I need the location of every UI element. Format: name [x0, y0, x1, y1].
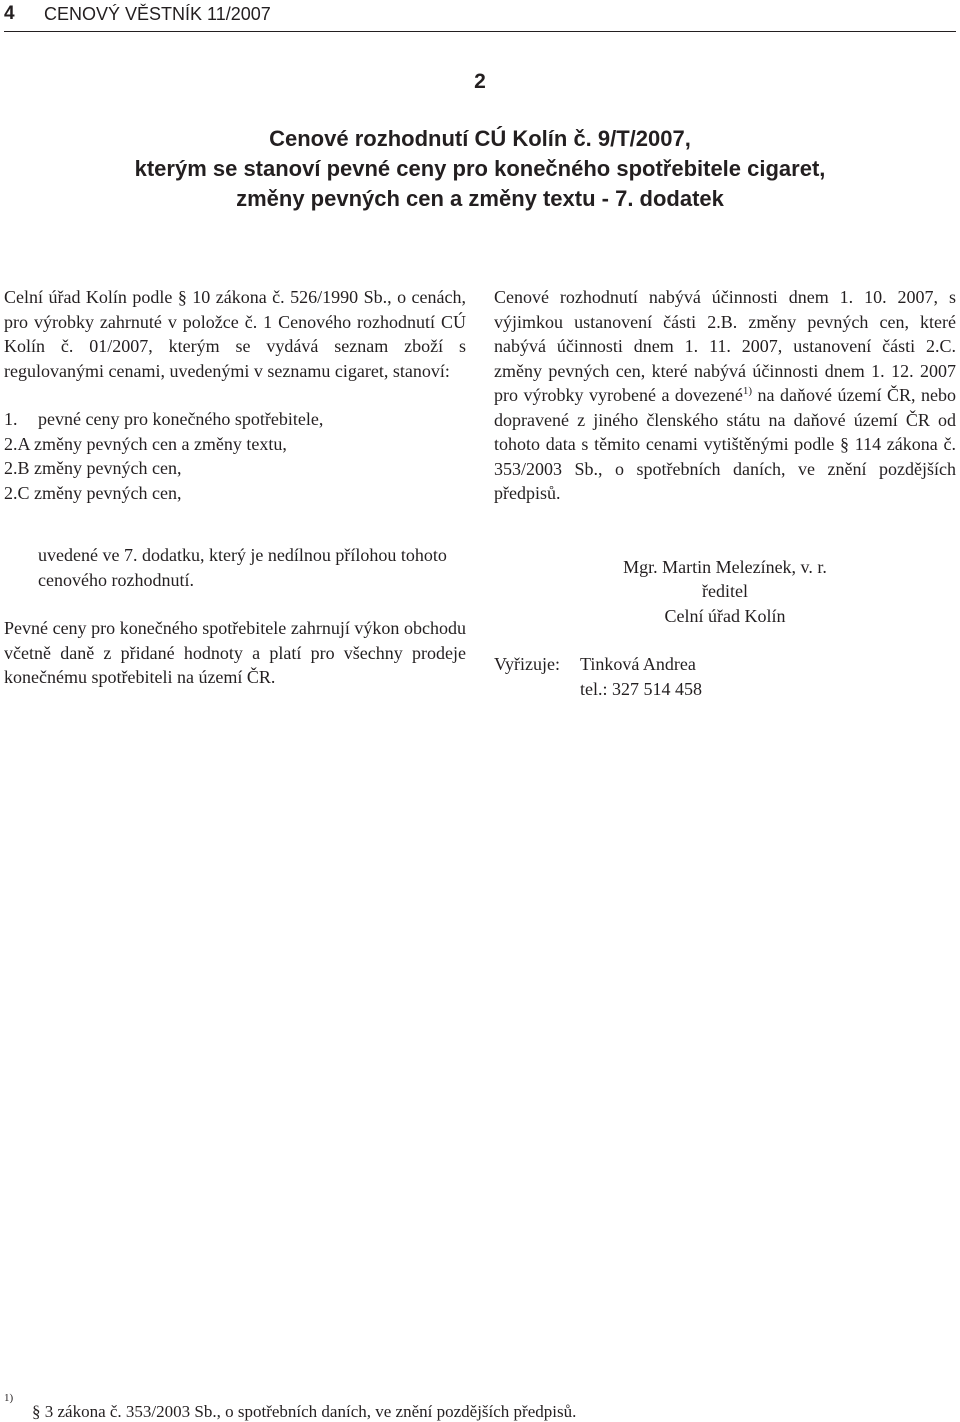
effective-text-start: Cenové rozhodnutí nabývá účinnosti dnem 1. 10. 2007, s výjimkou ustanovení části 2.B. změny pevných cen, které nabývá účinnosti dnem 1. 11. 2007, ustanovení části 2.C. změny pevných cen, které nabývá účinnosti dnem 1. 12. 2007 pro výrobky vyrobené a dovezené	[494, 287, 956, 405]
title-line-2: kterým se stanoví pevné ceny pro konečného spotřebitele cigaret,	[134, 156, 826, 181]
signatory-office: Celní úřad Kolín	[664, 605, 786, 626]
effective-date-paragraph	[494, 285, 956, 506]
signature-block	[494, 555, 956, 629]
list-conclusion: uvedené ve 7. dodatku, který je nedílnou přílohou tohoto cenového rozhodnutí.	[38, 545, 447, 590]
list-item-number: 2.C	[4, 482, 30, 503]
list-item	[4, 432, 466, 457]
list-item-text: změny pevných cen,	[34, 458, 182, 478]
contact-label: Vyřizuje:	[494, 654, 560, 674]
signatory-name: Mgr. Martin Melezínek, v. r.	[623, 556, 827, 577]
intro-paragraph: Celní úřad Kolín podle § 10 zákona č. 526/1990 Sb., o cenách, pro výrobky zahrnuté v položce č. 1 Cenového rozhodnutí CÚ Kolín č. 01/2007, kterým se vydává seznam zboží s regulovanými cenami, uvedenými v seznamu cigaret, stanoví:	[4, 287, 466, 381]
journal-title: CENOVÝ VĚSTNÍK 11/2007	[44, 4, 271, 24]
contact-block	[494, 652, 956, 701]
contact-name: Tinková Andrea	[580, 654, 696, 674]
decision-list	[4, 407, 466, 505]
page-header	[0, 0, 960, 34]
title-line-1: Cenové rozhodnutí CÚ Kolín č. 9/T/2007,	[269, 126, 691, 151]
list-item-text: změny pevných cen,	[34, 482, 182, 503]
list-item-text: změny pevných cen a změny textu,	[34, 433, 287, 454]
list-item	[4, 407, 466, 432]
prices-paragraph: Pevné ceny pro konečného spotřebitele zahrnují výkon obchodu včetně daně z přidané hodnoty a platí pro všechny prodeje konečnému spotřebiteli na území ČR.	[4, 618, 466, 687]
list-item	[4, 481, 466, 506]
contact-details	[580, 652, 702, 701]
list-item	[4, 456, 466, 481]
header-rule	[4, 31, 956, 32]
list-item-number: 2.A	[4, 433, 30, 454]
list-item-number: 2.B	[4, 458, 30, 478]
contact-phone: tel.: 327 514 458	[580, 678, 702, 699]
list-item-number: 1.	[4, 409, 18, 429]
document-title	[0, 124, 960, 214]
footnote-text: § 3 zákona č. 353/2003 Sb., o spotřebních daních, ve znění pozdějších předpisů.	[32, 1402, 577, 1421]
footnote-mark: 1)	[4, 1392, 14, 1404]
right-column	[494, 285, 956, 701]
list-item-text: pevné ceny pro konečného spotřebitele,	[38, 409, 324, 429]
effective-text-end: na daňové území ČR, nebo dopravené z jiného členského státu na daňové území ČR od tohoto data s těmito cenami vytištěnými podle § 114 zákona č. 353/2003 Sb., o spotřebních daních, ve znění pozdějších předpisů.	[494, 385, 956, 503]
page-number: 4	[4, 3, 15, 24]
section-number: 2	[474, 70, 486, 93]
left-column	[4, 285, 466, 690]
title-line-3: změny pevných cen a změny textu - 7. dodatek	[236, 186, 724, 211]
signatory-role: ředitel	[702, 581, 748, 601]
footnote-reference: 1)	[742, 385, 753, 397]
